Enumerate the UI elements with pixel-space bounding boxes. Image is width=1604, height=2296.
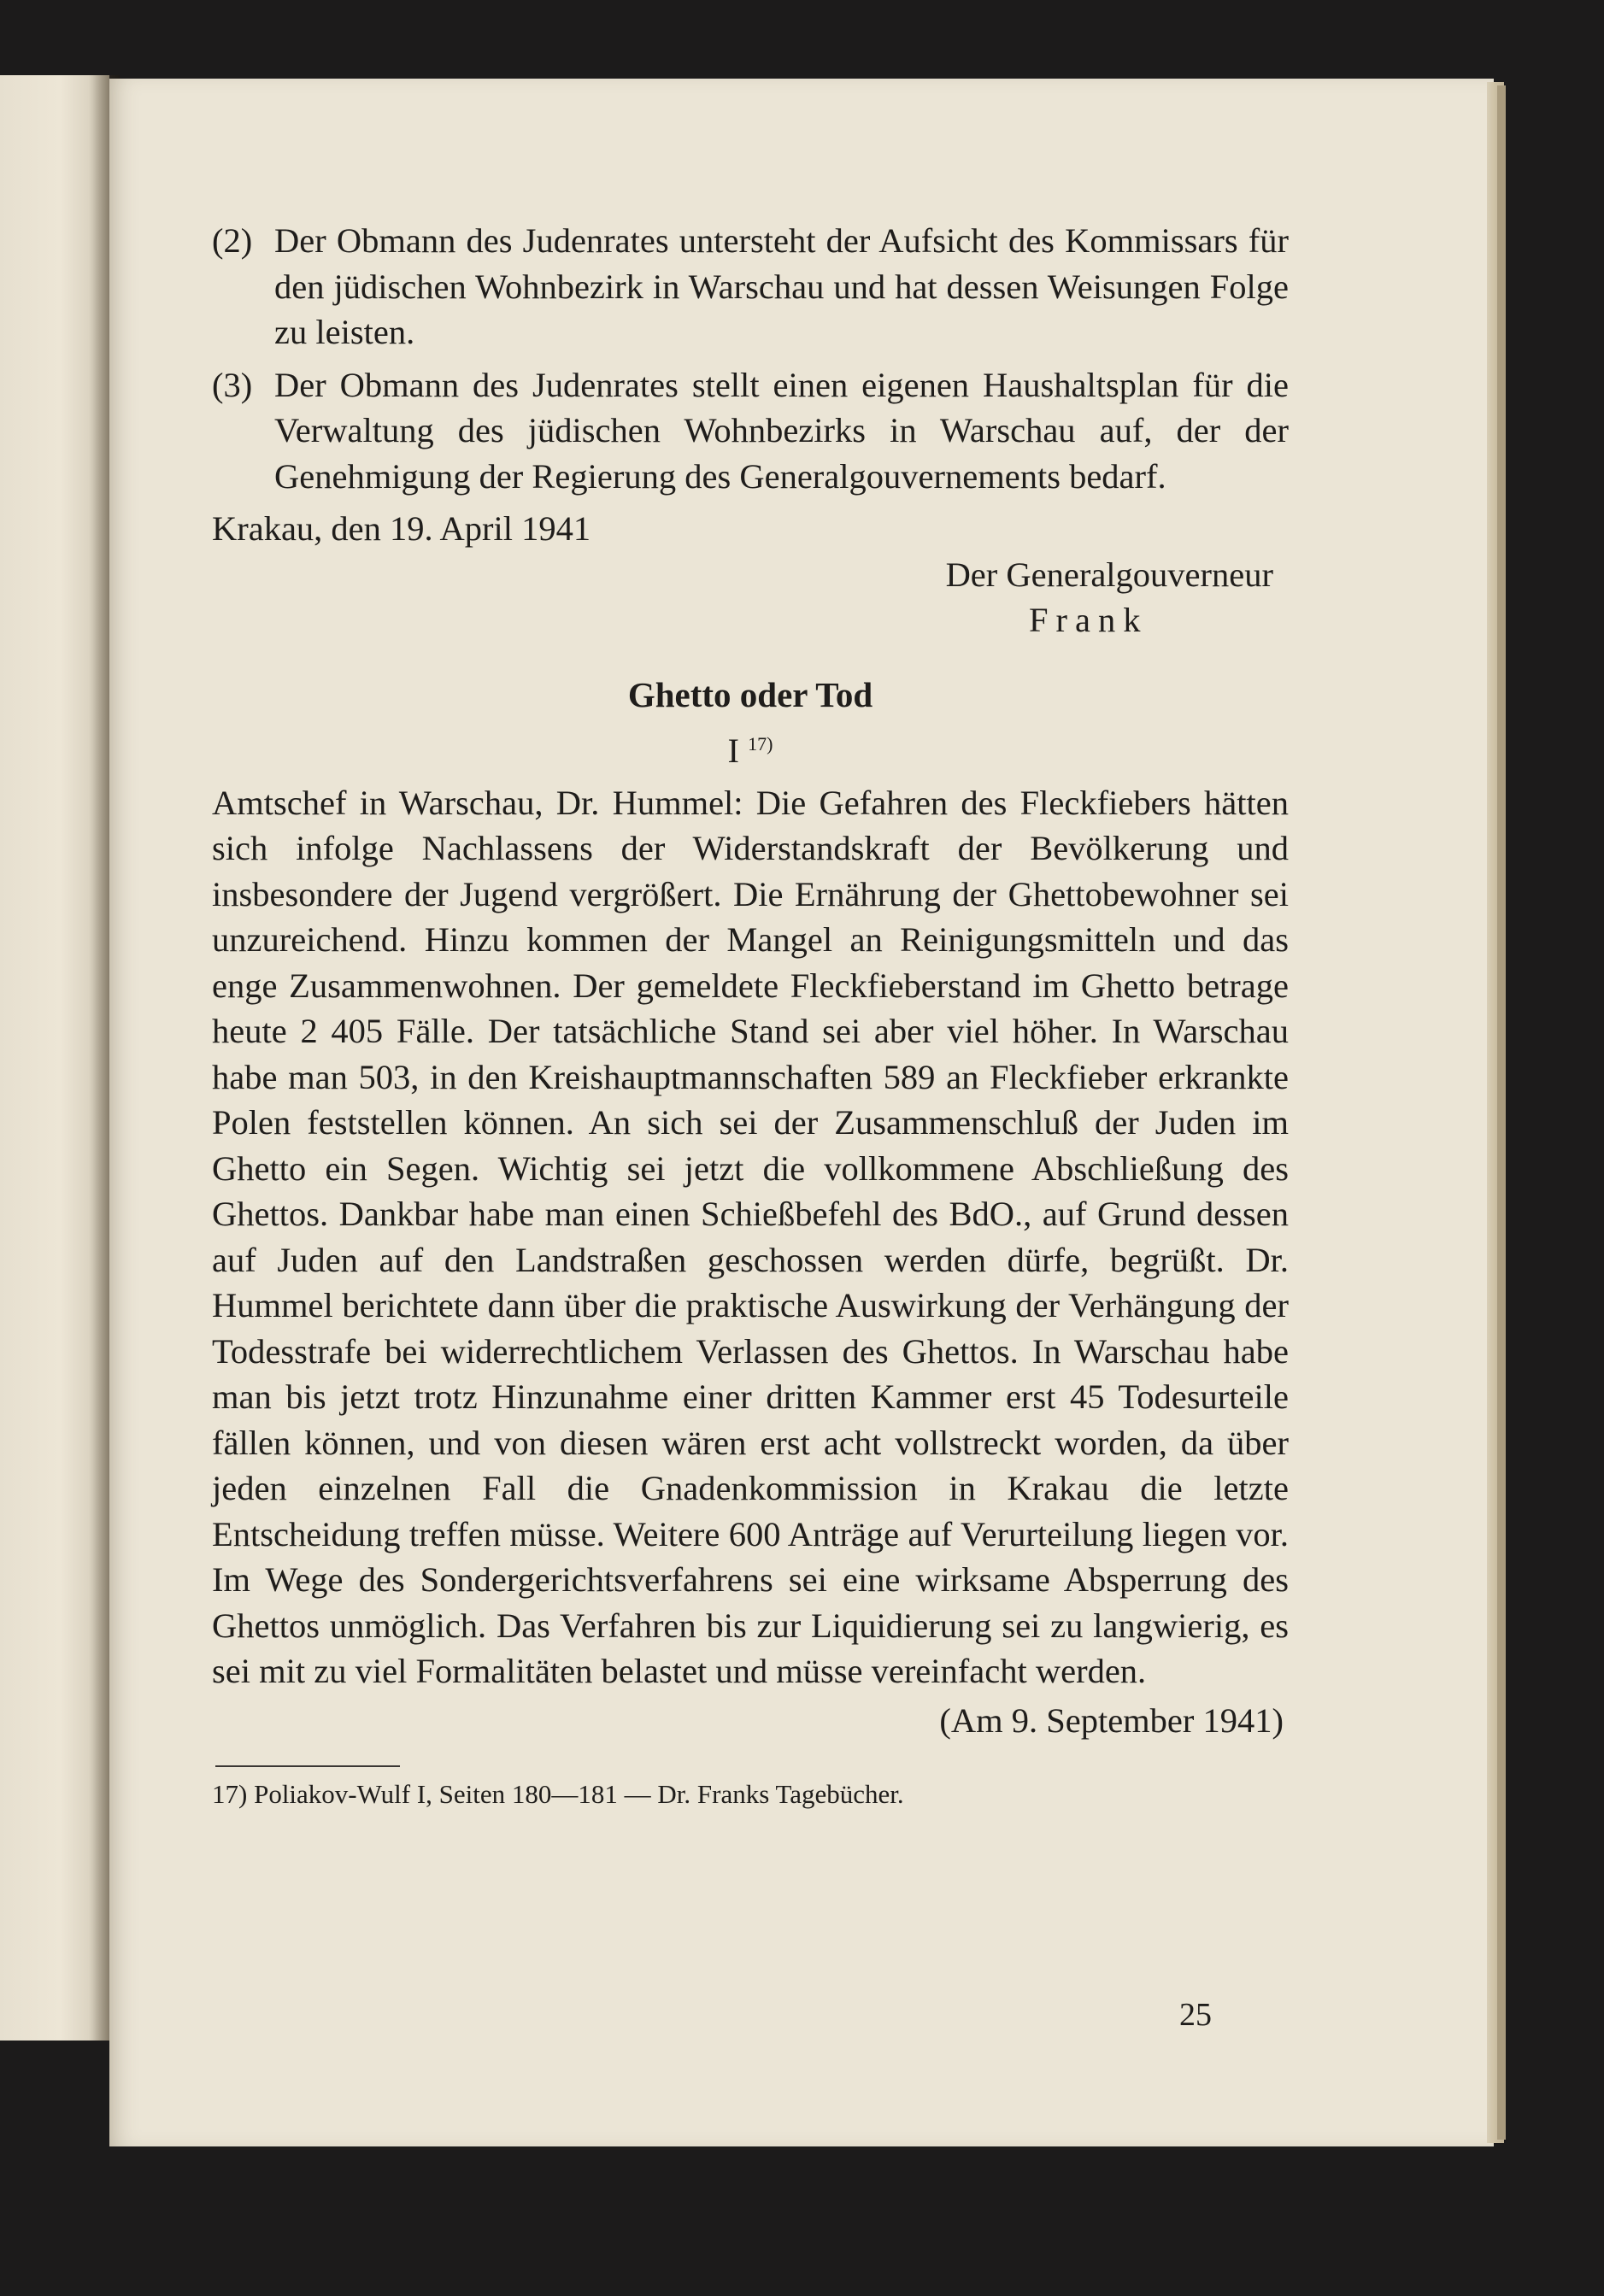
item-number: (2) [212, 221, 253, 260]
page-text [212, 218, 1289, 1812]
page-stack-shadow [1497, 85, 1506, 2140]
item-number: (3) [212, 365, 253, 404]
section-subheading [212, 720, 1289, 775]
page-number: 25 [1179, 1997, 1212, 2033]
signature-role: Der Generalgouverneur [945, 555, 1273, 594]
dateline: (Am 9. September 1941) [939, 1700, 1284, 1740]
footnote: 17) Poliakov-Wulf I, Seiten 180—181 — Dr. Franks Tagebücher. [212, 1779, 904, 1809]
subheading-numeral: I [727, 731, 740, 770]
item-text: Der Obmann des Judenrates stellt einen eigenen Haushaltsplan für die Verwaltung des jüdischen Wohnbezirks in Warschau auf, der der Genehmigung der Regierung des Generalgouvernements bedarf. [274, 365, 1289, 496]
item-text: Der Obmann des Judenrates untersteht der Aufsicht des Kommissars für den jüdischen Wohnbezirk in Warschau und hat dessen Weisungen Folge zu leisten. [274, 221, 1289, 351]
section-heading: Ghetto oder Tod [627, 674, 873, 714]
decree-item-2 [212, 218, 1289, 355]
place-date: Krakau, den 19. April 1941 [212, 509, 591, 548]
decree-item-3 [212, 362, 1289, 500]
body-paragraph: Amtschef in Warschau, Dr. Hummel: Die Gefahren des Fleckfiebers hätten sich infolge Nachlassens der Widerstandskraft der Bevölkerung und insbesondere der Jugend vergrößert. Die Ernährung der Ghettobewohner sei unzureichend. Hinzu kommen der Mangel an Reinigungsmitteln und das enge Zusammenwohnen. Der gemeldete Fleckfieberstand im Ghetto betrage heute 2 405 Fälle. Der tatsächliche Stand sei aber viel höher. In Warschau habe man 503, in den Kreishauptmannschaften 589 an Fleckfieber erkrankte Polen feststellen können. An sich sei der Zusammenschluß der Juden im Ghetto ein Segen. Wichtig sei jetzt die vollkommene Abschließung des Ghettos. Dankbar habe man einen Schießbefehl des BdO., auf Grund dessen auf Juden auf den Landstraßen geschossen werden dürfe, begrüßt. Dr. Hummel berichtete dann über die praktische Auswirkung der Verhängung der Todesstrafe bei widerrechtlichem Verlassen des Ghettos. In Warschau habe man bis jetzt trotz Hinzunahme einer dritten Kammer erst 45 Todesurteile fällen können, und von diesen wären erst acht vollstreckt worden, da über jeden einzelnen Fall die Gnadenkommission in Krakau die letzte Entscheidung treffen müsse. Weitere 600 Anträge auf Verurteilung liegen vor. Im Wege des Sondergerichtsverfahrens sei eine wirksame Absperrung des Ghettos unmöglich. Das Verfahren bis zur Liquidierung sei zu langwierig, es sei mit zu viel Formalitäten belastet und müsse vereinfacht werden. [212, 783, 1289, 1690]
footnote-divider [215, 1765, 400, 1767]
footnote-reference: 17) [748, 732, 773, 755]
signature-name: Frank [1029, 601, 1149, 639]
